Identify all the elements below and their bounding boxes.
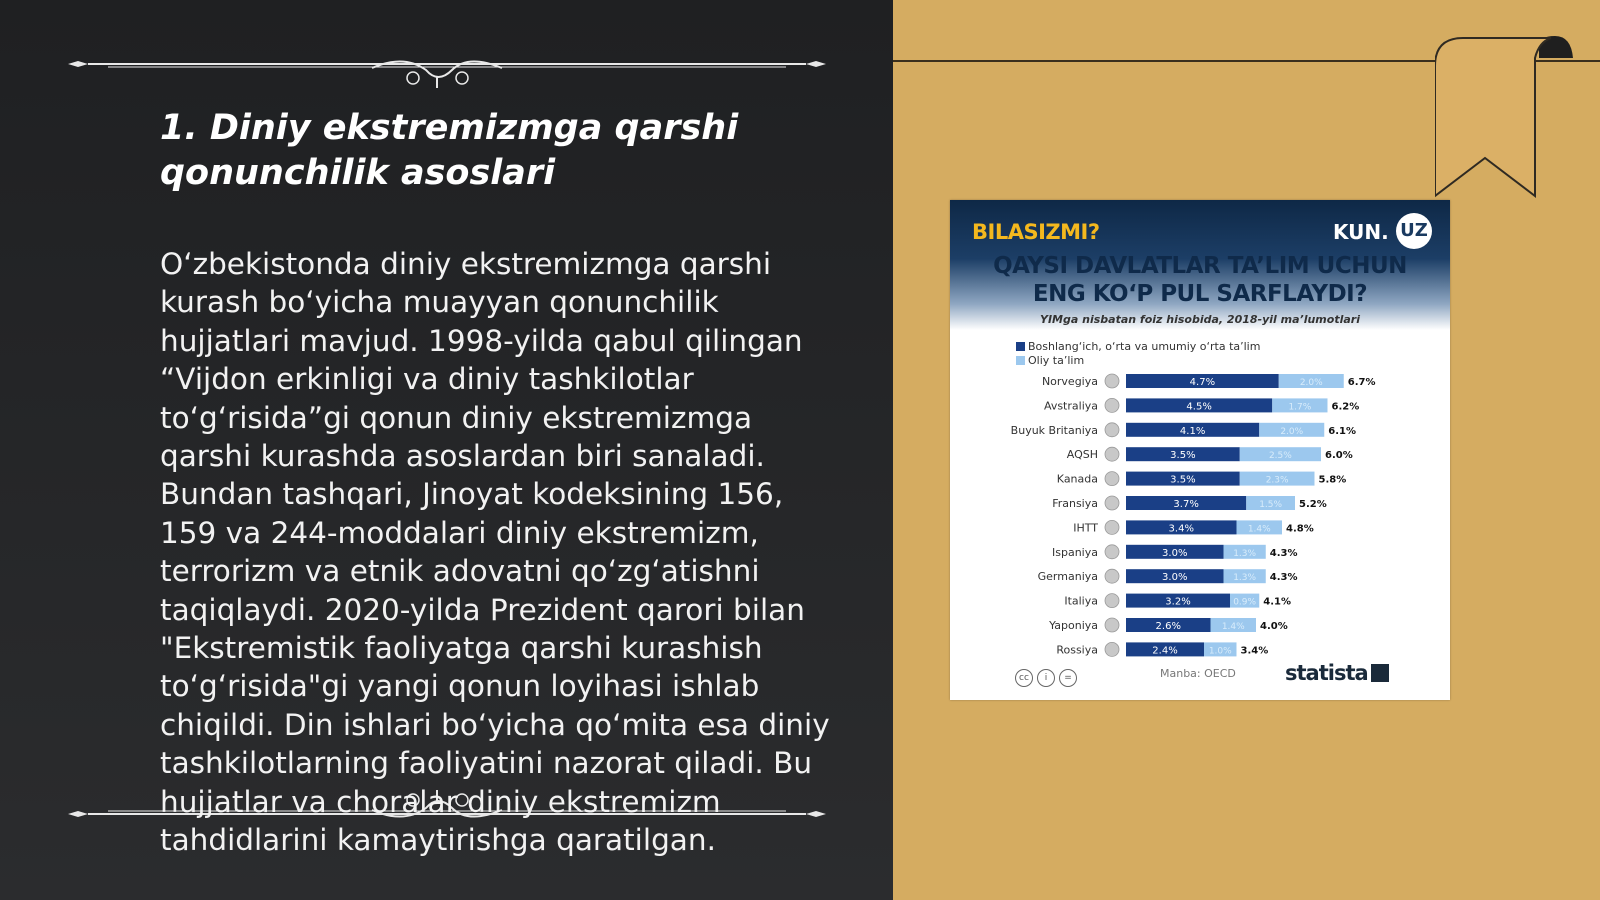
total-label-aqsh: 6.0%: [1325, 450, 1353, 462]
spain-flag-icon: [1105, 545, 1119, 559]
category-label-fransiya: Fransiya: [1052, 497, 1098, 510]
by-icon: i: [1037, 669, 1055, 687]
slide-title: 1. Diniy ekstremizmga qarshi qonunchilik asoslari: [160, 108, 739, 193]
bar-primary-label-ihtt: 3.4%: [1168, 523, 1194, 535]
category-label-norvegiya: Norvegiya: [1041, 375, 1098, 388]
category-label-italiya: Italiya: [1064, 594, 1098, 608]
bar-tertiary-label-buyuk-britaniya: 2.0%: [1280, 426, 1304, 437]
bar-primary-label-buyuk-britaniya: 4.1%: [1179, 425, 1206, 437]
legend-swatch-primary: [1016, 342, 1025, 351]
australia-flag-icon: [1105, 398, 1119, 412]
bar-tertiary-label-aqsh: 2.5%: [1268, 451, 1292, 462]
bar-tertiary-label-germaniya: 1.3%: [1233, 573, 1257, 584]
bar-tertiary-label-italiya: 0.9%: [1233, 597, 1257, 608]
legend-item-tertiary: [1016, 354, 1260, 368]
canada-flag-icon: [1105, 472, 1119, 486]
bar-primary-label-norvegiya: 4.7%: [1189, 377, 1216, 388]
total-label-germaniya: 4.3%: [1269, 572, 1298, 584]
bar-tertiary-label-kanada: 2.3%: [1265, 475, 1289, 486]
total-label-avstraliya: 6.2%: [1331, 401, 1360, 413]
italy-flag-icon: [1105, 594, 1119, 608]
infographic-footer: [950, 660, 1450, 696]
bar-primary-label-italiya: 3.2%: [1165, 596, 1191, 608]
usa-flag-icon: [1105, 447, 1119, 461]
legend-swatch-tertiary: [1016, 356, 1025, 365]
japan-flag-icon: [1105, 618, 1119, 632]
infographic-subtitle: YIMga nisbatan foiz hisobida, 2018-yil ma’lumotlari: [1040, 313, 1360, 326]
uk-flag-icon: [1105, 423, 1119, 437]
nd-icon: =: [1059, 669, 1077, 687]
total-label-rossiya: 3.4%: [1240, 645, 1269, 657]
bar-primary-label-ispaniya: 3.0%: [1162, 547, 1188, 559]
statista-mark-icon: [1371, 664, 1389, 682]
bar-tertiary-label-yaponiya: 1.4%: [1221, 622, 1245, 632]
total-label-ihtt: 4.8%: [1286, 523, 1314, 535]
category-label-yaponiya: Yaponiya: [1049, 619, 1098, 632]
bar-tertiary-label-norvegiya: 2.0%: [1299, 378, 1323, 388]
category-label-avstraliya: Avstraliya: [1043, 399, 1098, 413]
infographic-kicker: BILASIZMI?: [972, 220, 1100, 244]
total-label-norvegiya: 6.7%: [1347, 377, 1376, 388]
total-label-buyuk-britaniya: 6.1%: [1328, 425, 1356, 437]
category-label-ispaniya: Ispaniya: [1052, 545, 1098, 559]
infographic-card: [950, 200, 1450, 700]
category-label-germaniya: Germaniya: [1037, 570, 1098, 584]
total-label-yaponiya: 4.0%: [1260, 621, 1288, 632]
bar-tertiary-label-avstraliya: 1.7%: [1288, 402, 1312, 413]
bar-chart: [950, 370, 1450, 660]
kun-logo-text: KUN.: [1333, 220, 1389, 244]
infographic-headline: [970, 252, 1430, 308]
total-label-kanada: 5.8%: [1318, 474, 1347, 486]
category-label-buyuk-britaniya: Buyuk Britaniya: [1010, 423, 1098, 437]
category-label-ihtt: IHTT: [1073, 521, 1098, 535]
legend-label-primary: Boshlang‘ich, o‘rta va umumiy o‘rta ta’lim: [1028, 340, 1261, 353]
bar-primary-label-fransiya: 3.7%: [1173, 499, 1199, 510]
headline-line-1: QAYSI DAVLATLAR TA’LIM UCHUN: [993, 253, 1407, 279]
license-icons: [1015, 665, 1081, 687]
legend-item-primary: [1016, 340, 1260, 354]
bar-primary-label-avstraliya: 4.5%: [1186, 401, 1212, 413]
bar-tertiary-label-rossiya: 1.0%: [1208, 646, 1232, 657]
bar-primary-label-kanada: 3.5%: [1170, 474, 1196, 486]
france-flag-icon: [1105, 496, 1119, 510]
bar-tertiary-label-fransiya: 1.5%: [1259, 500, 1283, 510]
source-label: Manba: OECD: [1160, 667, 1236, 680]
chart-legend: [1016, 340, 1260, 368]
uz-logo-circle: UZ: [1396, 213, 1432, 249]
slide-body-text: O‘zbekistonda diniy ekstremizmga qarshi kurash bo‘yicha muayyan qonunchilik hujjatlari mavjud. 1998-yilda qabul qilingan “Vijdon erkinligi va diniy tashkilotlar to‘g‘risida”gi qonun diniy ekstremizmga qarshi kurashda asoslardan biri sanaladi. Bundan tashqari, Jinoyat kodeksining 156, 159 va 244-moddalari diniy ekstremizm, terrorizm va etnik adovatni qo‘zg‘atishni taqiqlaydi. 2020-yilda Prezident qarori bilan "Ekstremistik faoliyatga qarshi kurashish to‘g‘risida"gi yangi qonun loyihasi ishlab chiqildi. Din ishlari bo‘yicha qo‘mita esa diniy tashkilotlarning faoliyatini nazorat qiladi. Bu hujjatlar va choralar diniy ekstremizm tahdidlarini kamaytirishga qaratilgan.: [160, 247, 830, 858]
bar-primary-label-yaponiya: 2.6%: [1155, 621, 1181, 632]
norway-flag-icon: [1105, 374, 1119, 388]
ornament-top-icon: [68, 48, 826, 88]
bar-primary-label-germaniya: 3.0%: [1162, 572, 1188, 584]
russia-flag-icon: [1105, 642, 1119, 656]
category-label-kanada: Kanada: [1056, 472, 1098, 486]
germany-flag-icon: [1105, 569, 1119, 583]
statista-text: statista: [1285, 661, 1368, 685]
headline-line-2: ENG KO‘P PUL SARFLAYDI?: [1032, 281, 1368, 307]
category-label-aqsh: AQSH: [1066, 448, 1098, 462]
legend-label-tertiary: Oliy ta’lim: [1028, 354, 1085, 367]
total-label-ispaniya: 4.3%: [1269, 547, 1298, 559]
category-label-rossiya: Rossiya: [1056, 643, 1098, 657]
oecd-icon: [1105, 520, 1119, 534]
bar-primary-label-aqsh: 3.5%: [1170, 450, 1196, 462]
statista-logo: [1285, 661, 1389, 685]
total-label-fransiya: 5.2%: [1299, 499, 1327, 510]
bar-tertiary-label-ispaniya: 1.3%: [1233, 548, 1257, 559]
cc-icon: cc: [1015, 669, 1033, 687]
bookmark-icon: [1435, 36, 1575, 206]
total-label-italiya: 4.1%: [1263, 596, 1291, 608]
bar-tertiary-label-ihtt: 1.4%: [1247, 524, 1271, 535]
bar-primary-label-rossiya: 2.4%: [1152, 645, 1178, 657]
